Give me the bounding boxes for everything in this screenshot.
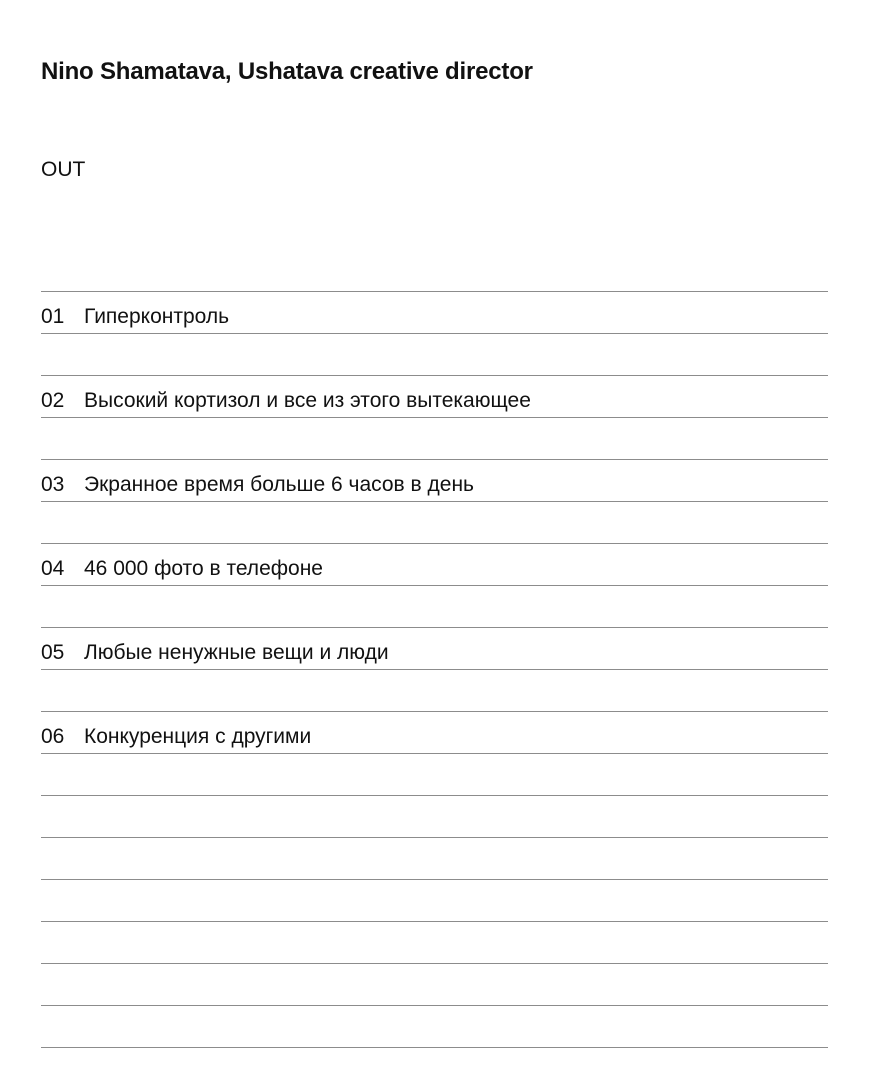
list-item (41, 712, 828, 754)
empty-ruled-line (41, 964, 828, 1006)
item-text: Конкуренция с другими (84, 725, 312, 748)
section-label-out: OUT (41, 158, 86, 181)
list-item (41, 628, 828, 670)
item-number: 02 (41, 389, 65, 412)
list-item (41, 460, 828, 502)
empty-ruled-line (41, 922, 828, 964)
empty-ruled-line (41, 796, 828, 838)
empty-ruled-line (41, 1006, 828, 1048)
item-text: Любые ненужные вещи и люди (84, 641, 389, 664)
item-number: 03 (41, 473, 65, 496)
empty-ruled-line (41, 250, 828, 292)
item-text: Экранное время больше 6 часов в день (84, 473, 474, 496)
item-number: 01 (41, 305, 65, 328)
item-text: Высокий кортизол и все из этого вытекающее (84, 389, 531, 412)
empty-ruled-line (41, 838, 828, 880)
empty-ruled-line (41, 502, 828, 544)
list-item (41, 292, 828, 334)
item-text: Гиперконтроль (84, 305, 230, 328)
item-number: 05 (41, 641, 65, 664)
empty-ruled-line (41, 754, 828, 796)
empty-ruled-line (41, 670, 828, 712)
empty-ruled-line (41, 334, 828, 376)
empty-ruled-line (41, 418, 828, 460)
empty-ruled-line (41, 586, 828, 628)
item-number: 04 (41, 557, 65, 580)
item-text: 46 000 фото в телефоне (84, 557, 323, 580)
page-title: Nino Shamatava, Ushatava creative director (41, 58, 533, 85)
ruled-list (41, 250, 828, 1048)
list-item (41, 376, 828, 418)
list-item (41, 544, 828, 586)
empty-ruled-line (41, 880, 828, 922)
item-number: 06 (41, 725, 65, 748)
